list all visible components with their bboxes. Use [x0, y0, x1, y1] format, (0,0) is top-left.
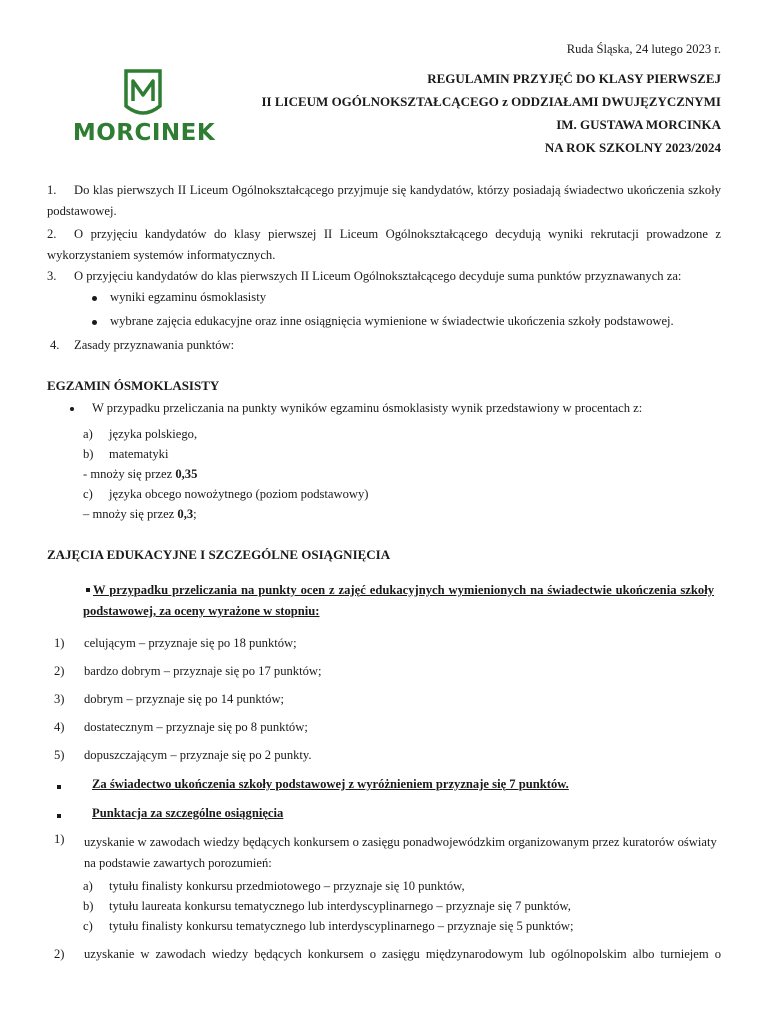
- special-subitem: [83, 879, 465, 894]
- honours-note: [92, 777, 569, 792]
- special-subitem: [83, 899, 571, 914]
- point-text: O przyjęciu kandydatów do klasy pierwszej II Liceum Ogólnokształcącego decydują wyniki rekrutacji prowadzone z wykorzystaniem systemów informatycznych.: [47, 227, 721, 262]
- exam-intro: W przypadku przeliczania na punkty wyników egzaminu ósmoklasisty wynik przedstawiony w procentach z:: [92, 401, 643, 415]
- item-label: b): [83, 899, 94, 913]
- document-title: [262, 67, 722, 159]
- title-line: IM. GUSTAWA MORCINKA: [556, 117, 721, 132]
- point-number: 1.: [47, 183, 57, 197]
- title-line: REGULAMIN PRZYJĘĆ DO KLASY PIERWSZEJ: [427, 71, 721, 86]
- item-label: c): [83, 487, 93, 501]
- exam-item-b: [83, 447, 168, 462]
- item-label: a): [83, 879, 93, 893]
- item-text: tytułu finalisty konkursu tematycznego lub interdyscyplinarnego – przyznaje się 5 punktów;: [109, 919, 574, 933]
- section-heading-exam: EGZAMIN ÓSMOKLASISTY: [47, 378, 220, 393]
- bullet-item: wybrane zajęcia edukacyjne oraz inne osiągnięcia wymienione w świadectwie ukończenia szkoły podstawowej.: [110, 314, 674, 328]
- title-line: NA ROK SZKOLNY 2023/2024: [544, 140, 721, 155]
- section-heading-activities: ZAJĘCIA EDUKACYJNE I SZCZEGÓLNE OSIĄGNIĘCIA: [47, 547, 391, 562]
- point-number: 3.: [47, 269, 57, 283]
- item-text: tytułu laureata konkursu tematycznego lub interdyscyplinarnego – przyznaje się 7 punktów,: [109, 899, 571, 913]
- place-date: Ruda Śląska, 24 lutego 2023 r.: [566, 42, 721, 56]
- honours-text: Za świadectwo ukończenia szkoły podstawowej z wyróżnieniem przyznaje się 7 punktów.: [92, 777, 569, 791]
- grades-intro: [83, 580, 714, 622]
- grade-text: bardzo dobrym – przyznaje się po 17 punktów;: [84, 664, 322, 678]
- bullet-item: wyniki egzaminu ósmoklasisty: [110, 290, 267, 304]
- school-logo: [58, 68, 230, 148]
- exam-item-a: [83, 427, 197, 442]
- point-number: 2.: [47, 227, 57, 241]
- grade-text: celującym – przyznaje się po 18 punktów;: [84, 636, 297, 650]
- multiplier-text: - mnoży się przez: [83, 467, 176, 481]
- point-4: [50, 338, 234, 353]
- item-text: języka polskiego,: [109, 427, 198, 441]
- point-number: 4.: [50, 338, 60, 352]
- grade-number: 1): [54, 636, 65, 650]
- multiplier-value: 0,3: [177, 507, 194, 521]
- multiplier-value: 0,35: [175, 467, 198, 481]
- grade-number: 2): [54, 664, 65, 678]
- square-bullet-icon: [57, 785, 61, 789]
- special-subitem: [83, 919, 573, 934]
- special-number: 1): [54, 832, 65, 846]
- grades-intro-text: W przypadku przeliczania na punkty ocen z zajęć edukacyjnych wymienionych na świadectwie ukończenia szkoły podstawowej, za oceny wyrażone w stopniu:: [83, 583, 714, 618]
- bullet-icon: [92, 296, 97, 301]
- point-text: O przyjęciu kandydatów do klas pierwszych II Liceum Ogólnokształcącego decyduje suma punktów przyznawanych za:: [74, 269, 682, 283]
- special-heading-text: Punktacja za szczególne osiągnięcia: [92, 806, 284, 820]
- item-label: c): [83, 919, 93, 933]
- point-1: [47, 180, 721, 222]
- special-text: uzyskanie w zawodach wiedzy będących konkursem o zasięgu międzynarodowym lub ogólnopolskim albo turniejem o: [84, 947, 721, 961]
- special-text: uzyskanie w zawodach wiedzy będących konkursem o zasięgu ponadwojewódzkim organizowanym przez kuratorów oświaty na podstawie zawartych porozumień:: [84, 835, 717, 870]
- square-bullet-icon: [57, 814, 61, 818]
- item-label: a): [83, 427, 93, 441]
- item-label: b): [83, 447, 94, 461]
- grade-number: 4): [54, 720, 65, 734]
- point-2: [47, 224, 721, 266]
- item-text: matematyki: [109, 447, 169, 461]
- exam-item-c: [83, 487, 369, 502]
- point-3: [47, 266, 721, 287]
- special-number: 2): [54, 947, 65, 961]
- bullet-icon: [92, 320, 97, 325]
- multiplier-1: [83, 467, 197, 482]
- grade-text: dobrym – przyznaje się po 14 punktów;: [84, 692, 285, 706]
- title-line: II LICEUM OGÓLNOKSZTAŁCĄCEGO z ODDZIAŁAMI DWUJĘZYCZNYMI: [261, 94, 721, 109]
- item-text: tytułu finalisty konkursu przedmiotowego – przyznaje się 10 punktów,: [109, 879, 465, 893]
- grade-text: dopuszczającym – przyznaje się po 2 punkty.: [84, 748, 312, 762]
- multiplier-text: – mnoży się przez: [83, 507, 178, 521]
- bullet-icon: [70, 407, 74, 411]
- grade-number: 3): [54, 692, 65, 706]
- multiplier-suffix: ;: [193, 507, 197, 521]
- special-heading: [92, 806, 283, 821]
- grade-number: 5): [54, 748, 65, 762]
- item-text: języka obcego nowożytnego (poziom podstawowy): [109, 487, 369, 501]
- multiplier-2: [83, 507, 197, 522]
- logo-text: MORCINEK: [72, 120, 216, 146]
- point-text: Do klas pierwszych II Liceum Ogólnokształcącego przyjmuje się kandydatów, którzy posiadają świadectwo ukończenia szkoły podstawowej.: [47, 183, 721, 218]
- point-text: Zasady przyznawania punktów:: [74, 338, 235, 352]
- grade-text: dostatecznym – przyznaje się po 8 punktów;: [84, 720, 308, 734]
